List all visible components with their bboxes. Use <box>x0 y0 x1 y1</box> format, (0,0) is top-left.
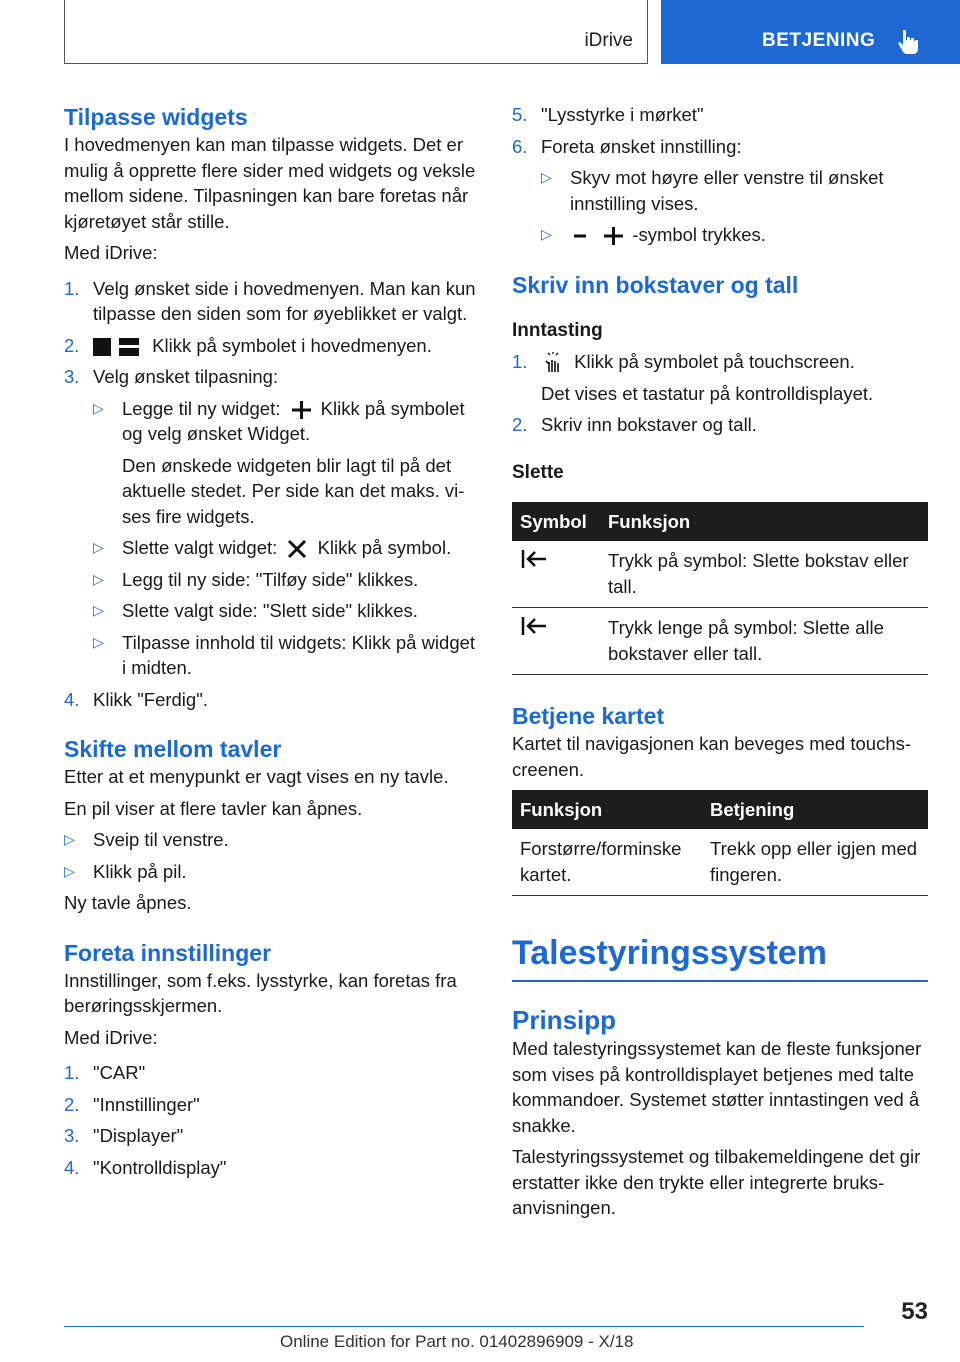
bullet-text: Legg til ny side: "Tilføy side" klikkes. <box>122 568 419 590</box>
table-cell: Trykk på symbol: Slette bokstav eller tall. <box>600 541 928 608</box>
bullet-text: Sveip til venstre. <box>93 829 229 850</box>
bullet-triangle-icon: ▷ <box>64 862 75 879</box>
step-item <box>64 333 476 359</box>
footer-edition: Online Edition for Part no. 01402896909 - X/18 <box>280 1332 634 1351</box>
table-cell <box>512 608 600 675</box>
heading-talestyringssystem: Talestyringssystem <box>512 932 928 982</box>
paragraph-innst: Innstillinger, som f.eks. lysstyrke, kan foretas fra berøringsskjermen. <box>64 969 457 1016</box>
heading-tilpasse-widgets: Tilpasse widgets <box>64 104 248 130</box>
map-control-table <box>512 790 928 896</box>
bullet-text: Slette valgt side: "Slett side" klikkes. <box>122 600 418 621</box>
step-item <box>512 412 928 438</box>
table-header-row <box>512 790 928 829</box>
step-item <box>512 102 928 128</box>
bullet-item <box>512 165 928 216</box>
step-text: Klikk på symbolet i hovedmenyen. <box>152 334 432 356</box>
header-section-box <box>64 0 648 64</box>
step-number: 4. <box>64 688 80 710</box>
plus-icon <box>601 226 627 246</box>
step-item <box>64 276 476 327</box>
bullet-text: Klikk på symbolet og velg ønsket Widget. <box>122 397 465 444</box>
step-item <box>64 1060 476 1086</box>
step-text: "CAR" <box>93 1062 146 1083</box>
heading-skifte-tavler: Skifte mellom tavler <box>64 736 282 762</box>
step-item <box>64 1092 476 1118</box>
minus-icon <box>570 226 596 246</box>
paragraph-tavler-1: Etter at et menypunkt er vagt vises en ny tavle. <box>64 766 449 787</box>
bullet-triangle-icon: ▷ <box>93 570 104 587</box>
step-text: "Displayer" <box>93 1125 184 1146</box>
bullet-item <box>64 598 476 624</box>
bullet-triangle-icon: ▷ <box>541 226 552 242</box>
backspace-arrow-icon <box>520 548 550 570</box>
plus-icon <box>286 400 316 420</box>
bullet-item <box>512 222 928 248</box>
paragraph-med-idrive: Med iDrive: <box>64 242 158 263</box>
header-chapter-label: BETJENING <box>762 30 876 51</box>
step-item <box>64 364 476 390</box>
step-text: "Innstillinger" <box>93 1093 200 1115</box>
left-column <box>64 102 476 1186</box>
page-number: 53 <box>901 1298 928 1325</box>
header-section-label: iDrive <box>584 30 633 51</box>
step-item <box>512 349 928 375</box>
heading-slette: Slette <box>512 461 564 483</box>
step-text: Skriv inn bokstaver og tall. <box>541 414 757 435</box>
table-cell: Forstørre/forminske kartet. <box>512 829 702 896</box>
header-chapter-tab <box>661 0 960 64</box>
bullet-text: Klikk på pil. <box>93 860 187 882</box>
bullet-text: Skyv mot høyre eller venstre til ønsket innstilling vises. <box>570 167 884 214</box>
hand-pointer-icon <box>897 28 919 54</box>
step-item <box>64 687 476 713</box>
step-number: 3. <box>64 1125 80 1146</box>
table-row <box>512 829 928 896</box>
table-cell <box>512 541 600 608</box>
bullet-item <box>64 567 476 593</box>
bullet-triangle-icon: ▷ <box>93 602 104 618</box>
table-row <box>512 608 928 675</box>
step-text: Klikk "Ferdig". <box>93 688 208 710</box>
close-icon <box>282 539 312 559</box>
paragraph-kartet: Kartet til navigasjonen kan beveges med touchscreenen. <box>512 733 912 780</box>
bullet-item <box>64 396 476 447</box>
heading-prinsipp: Prinsipp <box>512 1005 617 1035</box>
table-header: Betjening <box>702 790 928 829</box>
table-row <box>512 541 928 608</box>
step-item <box>64 1155 476 1181</box>
step-text: Klikk på symbolet på touchscreen. <box>574 351 855 372</box>
step-text: Velg ønsket side i hovedmenyen. Man kan kun tilpasse den siden som for øyeblikket er valgt. <box>93 277 476 324</box>
step-text: Foreta ønsket innstilling: <box>541 135 742 157</box>
heading-inntasting: Inntasting <box>512 319 603 341</box>
step-number: 1. <box>64 1062 80 1083</box>
bullet-triangle-icon: ▷ <box>64 831 75 847</box>
bullet-item <box>64 827 476 853</box>
step-number: 4. <box>64 1156 80 1178</box>
bullet-text: Tilpasse innhold til widgets: Klikk på widget i midten. <box>122 631 476 678</box>
bullet-text: Klikk på symbol. <box>317 537 452 558</box>
step-text: "Lysstyrke i mørket" <box>541 104 704 125</box>
bullet-triangle-icon: ▷ <box>93 399 104 416</box>
step-item <box>64 1123 476 1149</box>
backspace-arrow-icon <box>520 615 550 637</box>
table-cell: Trykk lenge på symbol: Slette alle bokstaver eller tall. <box>600 608 928 675</box>
table-header: Funksjon <box>512 790 702 829</box>
step-text: "Kontrolldisplay" <box>93 1156 227 1178</box>
step-note: Det vises et tastatur på kontrolldisplayet. <box>541 382 874 404</box>
step-number: 1. <box>64 277 80 299</box>
step-number: 1. <box>512 351 528 372</box>
heading-skriv-inn: Skriv inn bokstaver og tall <box>512 271 799 298</box>
bullet-triangle-icon: ▷ <box>93 633 104 650</box>
paragraph-tavler-2: En pil viser at flere tavler kan åpnes. <box>64 797 363 819</box>
widget-layout-icon <box>93 337 141 357</box>
bullet-item <box>64 630 476 681</box>
paragraph-widgets-intro: I hovedmenyen kan man tilpasse widgets. Det er mulig å opprette flere sider med widgets og veksle mellom sidene. Tilpasningen kan bare foretas når kjøretøyet står stille. <box>64 134 476 232</box>
paragraph-prinsipp-1: Med talestyringssystemet kan de fleste funksjoner som vises på kontrolldisplayet betjenes med talte kommandoer. Systemet støtter inntastingen ved å snakke. <box>512 1038 922 1136</box>
step-text: Velg ønsket tilpasning: <box>93 366 279 387</box>
table-header: Symbol <box>512 502 600 541</box>
step-number: 2. <box>64 1093 80 1115</box>
bullet-note: Den ønskede widgeten blir lagt til på det aktuelle stedet. Per side kan det maks. vises fire widgets. <box>122 454 465 527</box>
bullet-triangle-icon: ▷ <box>541 169 552 185</box>
table-header: Funksjon <box>600 502 928 541</box>
bullet-text: Legge til ny widget: <box>122 397 281 419</box>
table-cell: Trekk opp eller igjen med fingeren. <box>702 829 928 896</box>
paragraph-med-idrive-2: Med iDrive: <box>64 1026 158 1048</box>
delete-symbols-table <box>512 502 928 675</box>
bullet-text: Slette valgt widget: <box>122 537 278 558</box>
step-number: 3. <box>64 366 80 387</box>
touch-hand-icon <box>541 352 565 374</box>
right-column <box>512 102 928 1221</box>
heading-betjene-kartet: Betjene kartet <box>512 703 665 729</box>
bullet-text: -symbol trykkes. <box>632 224 766 245</box>
step-item <box>512 134 928 160</box>
bullet-item <box>64 535 476 561</box>
paragraph-tavler-3: Ny tavle åpnes. <box>64 892 192 913</box>
table-header-row <box>512 502 928 541</box>
paragraph-prinsipp-2: Talestyringssystemet og tilbakemeldingene det gir erstatter ikke den trykte eller integrerte bruksanvisningen. <box>512 1146 921 1218</box>
step-number: 2. <box>512 414 528 435</box>
bullet-item <box>64 859 476 885</box>
footer-divider <box>64 1326 864 1327</box>
step-number: 6. <box>512 135 528 157</box>
step-number: 5. <box>512 104 528 125</box>
heading-foreta-innstillinger: Foreta innstillinger <box>64 939 272 966</box>
bullet-triangle-icon: ▷ <box>93 539 104 555</box>
step-number: 2. <box>64 334 80 356</box>
